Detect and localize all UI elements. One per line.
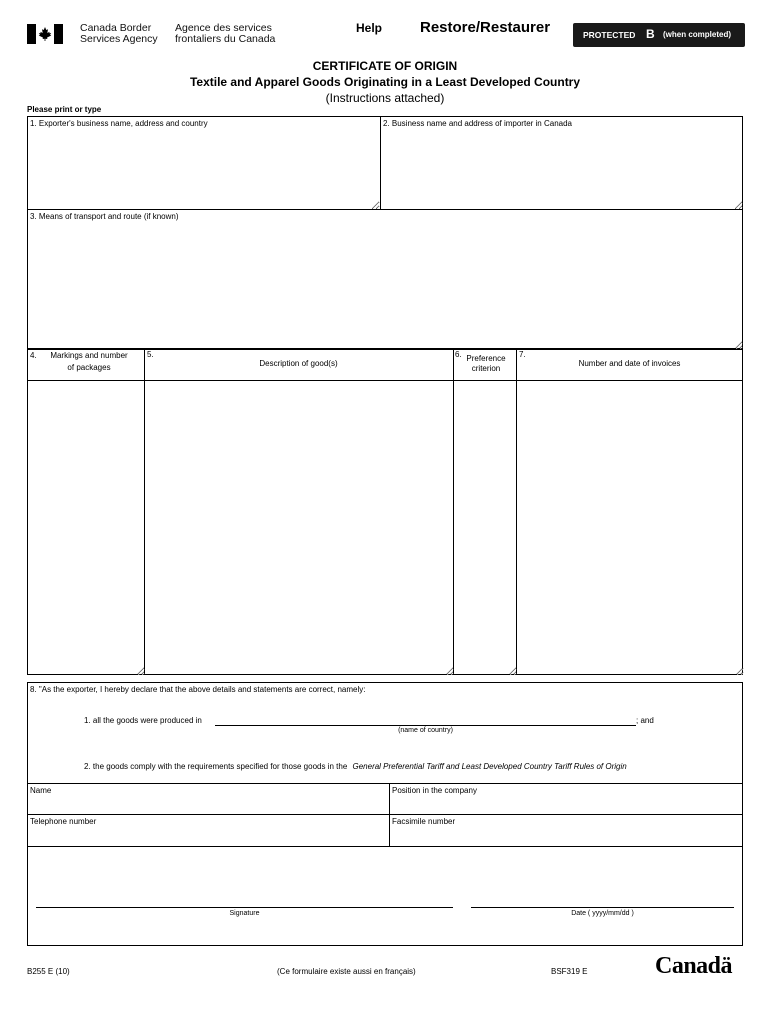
col6-header-line1: Preference: [466, 354, 506, 363]
agency-en-line1: Canada Border: [80, 22, 152, 34]
transport-label: 3. Means of transport and route (if known): [30, 212, 179, 221]
facsimile-label: Facsimile number: [392, 817, 456, 826]
invoices-field[interactable]: [519, 383, 744, 676]
canada-flag-icon: [27, 24, 63, 44]
col5-number: 5.: [147, 350, 154, 359]
bsf-code: BSF319 E: [551, 967, 588, 976]
description-field[interactable]: [147, 383, 454, 676]
protected-label: PROTECTED: [583, 30, 636, 40]
form-title: CERTIFICATE OF ORIGIN: [312, 59, 458, 73]
instructions-note: (Instructions attached): [325, 91, 445, 105]
telephone-label: Telephone number: [30, 817, 97, 826]
french-availability-note: (Ce formulaire existe aussi en français): [277, 967, 416, 976]
telephone-field[interactable]: [30, 829, 389, 844]
canada-wordmark-text: Canadä: [655, 953, 733, 979]
col7-number: 7.: [519, 350, 526, 359]
importer-field[interactable]: [383, 131, 743, 210]
name-label: Name: [30, 786, 52, 795]
col6-number: 6.: [455, 350, 462, 359]
col4-number: 4.: [30, 351, 37, 360]
position-label: Position in the company: [392, 786, 477, 795]
protected-note: (when completed): [663, 30, 732, 39]
agency-name-fr: [175, 23, 275, 45]
declaration-item2: [84, 762, 627, 772]
date-field[interactable]: [471, 893, 738, 908]
name-field[interactable]: [30, 798, 389, 813]
preference-field[interactable]: [456, 383, 517, 676]
protected-badge: [573, 23, 745, 47]
canada-wordmark: [655, 953, 732, 979]
col4-header-line2: of packages: [67, 363, 111, 372]
signature-field[interactable]: [36, 860, 453, 907]
country-caption: (name of country): [398, 727, 453, 734]
exporter-field[interactable]: [30, 131, 380, 210]
col5-header: Description of good(s): [259, 359, 338, 368]
markings-field[interactable]: [30, 383, 145, 676]
protected-level: B: [646, 27, 655, 41]
restore-button[interactable]: Restore/Restaurer: [420, 19, 551, 36]
transport-field[interactable]: [30, 224, 743, 350]
exporter-label: 1. Exporter's business name, address and country: [30, 119, 208, 128]
declaration-item1-suffix: ; and: [636, 716, 654, 725]
declaration-item2-text: 2. the goods comply with the requirements specified for those goods in the: [84, 762, 348, 771]
date-caption: Date ( yyyy/mm/dd ): [571, 910, 634, 917]
signature-caption: Signature: [229, 910, 260, 917]
declaration-item2-rules: General Preferential Tariff and Least Developed Country Tariff Rules of Origin: [352, 762, 627, 771]
col6-header-line2: criterion: [471, 364, 501, 373]
agency-name-en: [80, 23, 158, 45]
agency-fr-line2: frontaliers du Canada: [175, 33, 276, 45]
help-button[interactable]: Help: [356, 21, 383, 35]
importer-label: 2. Business name and address of importer in Canada: [383, 119, 572, 128]
print-note: Please print or type: [27, 105, 102, 114]
agency-fr-line1: Agence des services: [175, 22, 272, 34]
position-field[interactable]: [392, 798, 743, 813]
facsimile-field[interactable]: [392, 829, 743, 844]
form-number: B255 E (10): [27, 967, 70, 976]
declaration-intro: 8. "As the exporter, I hereby declare that the above details and statements are correct, namely:: [30, 685, 366, 694]
form-subtitle: Textile and Apparel Goods Originating in a Least Developed Country: [189, 75, 581, 89]
col4-header-line1: Markings and number: [50, 351, 128, 360]
declaration-item1: 1. all the goods were produced in: [84, 716, 202, 725]
col7-header: Number and date of invoices: [578, 359, 681, 368]
agency-en-line2: Services Agency: [80, 33, 158, 45]
